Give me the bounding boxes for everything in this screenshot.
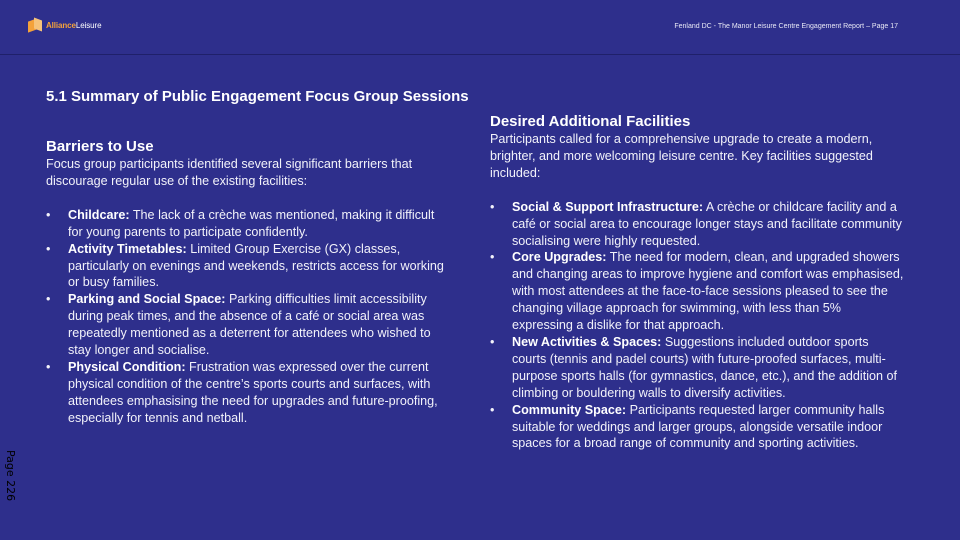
list-item: • Childcare: The lack of a crèche was mentioned, making it difficult for young parents to participate confidently.	[46, 207, 435, 239]
list-item: • Community Space: Participants requested larger community halls suitable for weddings and larger groups, alongside versatile indoor spaces for a broad range of community and sporting activities.	[490, 402, 885, 451]
list-item: • New Activities & Spaces: Suggestions included outdoor sports courts (tennis and padel courts) with future-proofed surfaces, multi-purpose sports halls (for gymnastics, dance, etc.), and the addition of climbing or bouldering walls to diversify activities.	[490, 334, 898, 400]
bullet-icon: •	[490, 334, 495, 349]
bullet-icon: •	[46, 359, 51, 374]
logo-mark-icon	[28, 18, 42, 32]
barriers-intro: Focus group participants identified several significant barriers that discourage regular use of the existing facilities:	[46, 157, 413, 188]
facilities-intro: Participants called for a comprehensive upgrade to create a modern, brighter, and more welcoming leisure centre. Key facilities suggested included:	[490, 132, 873, 180]
barriers-column	[46, 138, 446, 427]
section-title: 5.1 Summary of Public Engagement Focus Group Sessions	[46, 88, 469, 105]
list-item: • Physical Condition: Frustration was expressed over the current physical condition of the centre’s sports courts and surfaces, with attendees emphasising the need for upgrades and future-proofing, especially for tennis and netball.	[46, 359, 438, 425]
bullet-icon: •	[46, 292, 51, 307]
barriers-list	[46, 207, 446, 427]
facilities-list	[490, 199, 905, 453]
list-item: • Parking and Social Space: Parking difficulties limit accessibility during peak times, and the absence of a café or social area was repeatedly mentioned as a deterrent for attendees who wished to stay longer and socialise.	[46, 292, 431, 358]
list-item: • Core Upgrades: The need for modern, clean, and upgraded showers and changing areas to improve hygiene and comfort was emphasised, with most attendees at the face-to-face sessions pleased to see the changing village approach for swimming, with less than 5% expressing a dislike for that approach.	[490, 250, 904, 333]
logo-text: AllianceLeisure	[46, 20, 102, 30]
bullet-icon: •	[490, 199, 495, 214]
report-title: Fenland DC - The Manor Leisure Centre Engagement Report – Page 17	[674, 23, 898, 30]
page-header	[0, 0, 960, 55]
facilities-column	[490, 113, 905, 452]
alliance-leisure-logo	[28, 18, 101, 32]
barriers-heading: Barriers to Use	[46, 138, 154, 155]
bullet-icon: •	[46, 241, 51, 256]
bullet-icon: •	[46, 207, 51, 222]
list-item: • Social & Support Infrastructure: A crèche or childcare facility and a café or social area to encourage longer stays and facilitate community socialising were highly requested.	[490, 199, 902, 248]
list-item: • Activity Timetables: Limited Group Exercise (GX) classes, particularly on evenings and weekends, restricts access for working or busy families.	[46, 241, 444, 290]
bullet-icon: •	[490, 402, 495, 417]
bullet-icon: •	[490, 250, 495, 265]
page-number-tab: Page 226	[4, 450, 17, 502]
facilities-heading: Desired Additional Facilities	[490, 113, 691, 130]
